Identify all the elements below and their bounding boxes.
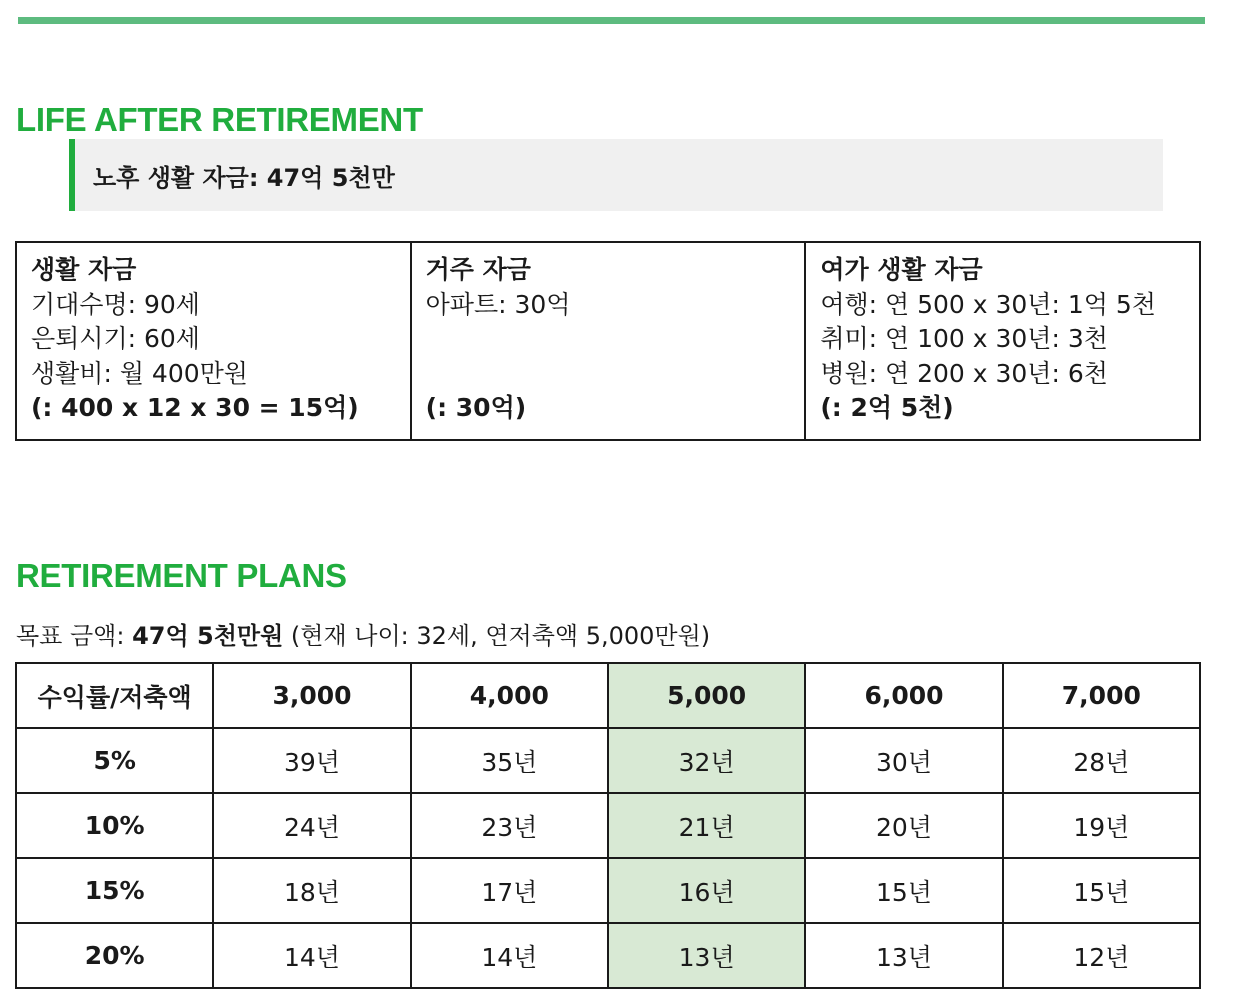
goal-summary [16, 620, 710, 652]
retirement-fund-callout: 노후 생활 자금: 47억 5천만 [69, 139, 1163, 211]
column-header: 3,000 [213, 663, 410, 728]
section-title-retirement-plans: RETIREMENT PLANS [16, 557, 347, 594]
years-cell: 17년 [411, 858, 608, 923]
column-header: 6,000 [805, 663, 1002, 728]
fund-heading: 생활 자금 [31, 255, 137, 284]
years-cell: 24년 [213, 793, 410, 858]
fund-cell-leisure [805, 242, 1200, 440]
years-cell: 15년 [1003, 858, 1200, 923]
fund-heading: 여가 생활 자금 [820, 255, 983, 284]
fund-breakdown-table [15, 241, 1201, 441]
rate-cell: 5% [16, 728, 213, 793]
years-cell: 19년 [1003, 793, 1200, 858]
years-cell: 12년 [1003, 923, 1200, 988]
retirement-plan-table [15, 662, 1201, 989]
fund-heading: 거주 자금 [425, 255, 531, 284]
fund-line: 병원: 연 200 x 30년: 6천 [820, 358, 1108, 388]
goal-note: (현재 나이: 32세, 연저축액 5,000만원) [283, 622, 711, 650]
top-divider [18, 17, 1205, 24]
column-header: 7,000 [1003, 663, 1200, 728]
goal-label: 목표 금액: [16, 622, 133, 650]
fund-line: 생활비: 월 400만원 [31, 358, 248, 388]
table-row [16, 858, 1200, 923]
years-cell: 21년 [608, 793, 805, 858]
fund-total: (: 400 x 12 x 30 = 15억) [31, 393, 359, 422]
years-cell: 35년 [411, 728, 608, 793]
goal-value: 47억 5천만원 [132, 622, 284, 650]
corner-header: 수익률/저축액 [16, 663, 213, 728]
fund-total: (: 30억) [425, 393, 527, 422]
years-cell: 28년 [1003, 728, 1200, 793]
column-header: 4,000 [411, 663, 608, 728]
fund-line: 기대수명: 90세 [31, 289, 200, 319]
years-cell: 14년 [411, 923, 608, 988]
column-header: 5,000 [608, 663, 805, 728]
table-row [16, 793, 1200, 858]
years-cell: 30년 [805, 728, 1002, 793]
rate-cell: 15% [16, 858, 213, 923]
years-cell: 14년 [213, 923, 410, 988]
rate-cell: 20% [16, 923, 213, 988]
years-cell: 18년 [213, 858, 410, 923]
fund-line: 아파트: 30억 [425, 289, 571, 319]
table-header-row [16, 663, 1200, 728]
table-row [16, 728, 1200, 793]
table-row [16, 923, 1200, 988]
fund-cell-living [16, 242, 411, 440]
years-cell: 13년 [805, 923, 1002, 988]
fund-line: 취미: 연 100 x 30년: 3천 [820, 324, 1108, 353]
years-cell: 20년 [805, 793, 1002, 858]
years-cell: 15년 [805, 858, 1002, 923]
fund-total: (: 2억 5천) [820, 393, 954, 422]
years-cell: 16년 [608, 858, 805, 923]
fund-cell-housing [411, 242, 806, 440]
rate-cell: 10% [16, 793, 213, 858]
years-cell: 39년 [213, 728, 410, 793]
fund-spacer [426, 357, 791, 392]
section-title-life-after-retirement: LIFE AFTER RETIREMENT [16, 101, 423, 138]
fund-spacer [426, 322, 791, 357]
years-cell: 13년 [608, 923, 805, 988]
fund-line: 여행: 연 500 x 30년: 1억 5천 [820, 289, 1156, 319]
fund-line: 은퇴시기: 60세 [31, 324, 200, 353]
years-cell: 23년 [411, 793, 608, 858]
years-cell: 32년 [608, 728, 805, 793]
